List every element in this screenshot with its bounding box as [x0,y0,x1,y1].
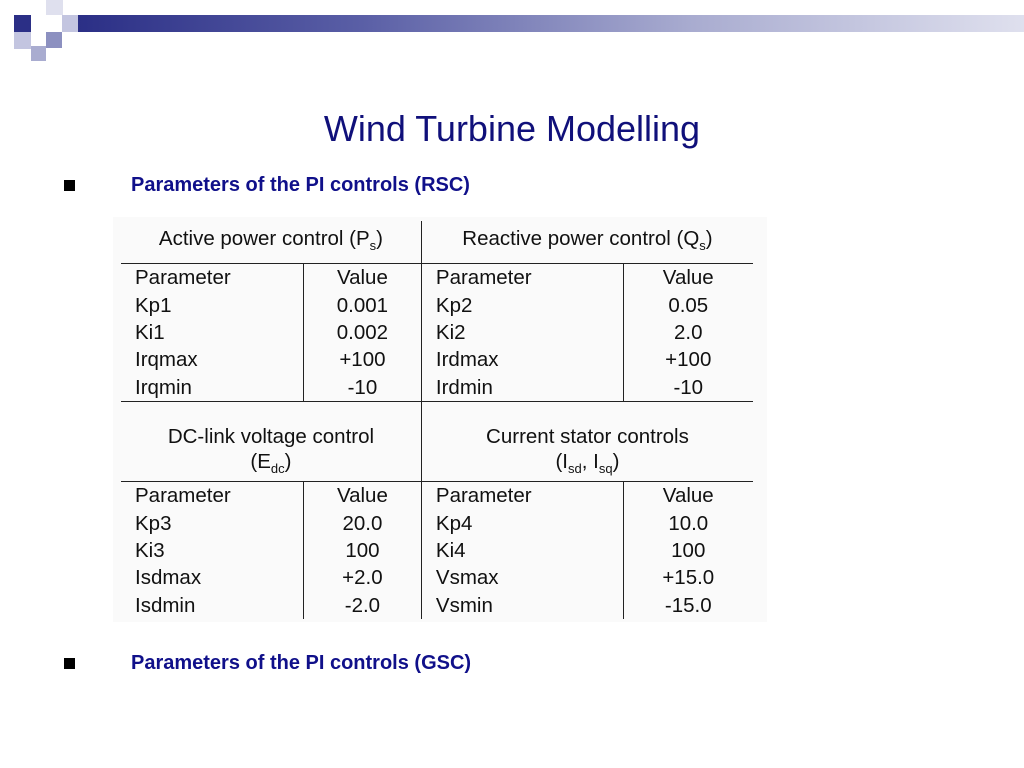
table-cell: Kp2 [421,291,623,318]
table-cell: Kp4 [421,509,623,536]
parameters-table-image [113,217,767,622]
table-cell: 0.002 [303,319,421,346]
bullet-rsc [64,174,470,197]
decor-square [14,32,31,49]
table-cell: Vsmin [421,592,623,619]
table-cell: +15.0 [623,564,753,591]
table-row [121,319,753,346]
table-cell: 0.001 [303,291,421,318]
table-cell: Vsmax [421,564,623,591]
table-cell: -2.0 [303,592,421,619]
table-cell: 0.05 [623,291,753,318]
table-cell: 100 [303,537,421,564]
column-header: Value [623,482,753,510]
column-header: Value [303,482,421,510]
bullet-text: Parameters of the PI controls (GSC) [131,652,472,674]
table-cell: +100 [303,346,421,373]
table-row [121,564,753,591]
table-header-row [121,221,753,264]
square-bullet-icon [64,180,75,191]
table-cell: -10 [303,374,421,402]
square-bullet-icon [64,658,75,669]
table-row [121,374,753,402]
table-cell: Ki2 [421,319,623,346]
table-cell: Isdmax [135,566,202,590]
column-header: Value [623,264,753,292]
table-cell: Kp1 [135,293,172,317]
table-cell: Ki4 [421,537,623,564]
table-cell: 10.0 [623,509,753,536]
column-header: Parameter [421,264,623,292]
decor-square [31,46,46,61]
decor-square [62,15,79,32]
table-cell: 2.0 [623,319,753,346]
table-cell: Kp3 [135,511,172,535]
table-cell: 20.0 [303,509,421,536]
table-cell: Ki1 [135,320,165,344]
table-row [121,264,753,292]
decor-square [46,0,63,15]
column-header: Value [303,264,421,292]
table-cell: Irdmin [421,374,623,402]
table-row [121,537,753,564]
column-header: Parameter [421,482,623,510]
table-cell: Irqmin [135,375,192,399]
table-cell: Irqmax [135,348,198,372]
table-cell: Isdmin [135,593,196,617]
parameters-table [121,221,753,619]
bullet-text: Parameters of the PI controls (RSC) [131,174,470,196]
column-header: Parameter [121,482,303,510]
table-cell: +2.0 [303,564,421,591]
table-cell: +100 [623,346,753,373]
reactive-power-header: Reactive power control $(Q_s)$ [421,221,753,264]
table-cell: 100 [623,537,753,564]
slide-title: Wind Turbine Modelling [323,108,701,149]
title-stripe [78,15,1024,32]
table-header-row [121,401,753,481]
table-cell: Ki3 [135,539,165,563]
table-row [121,482,753,510]
bullet-gsc [64,652,471,675]
table-row [121,346,753,373]
table-cell: -10 [623,374,753,402]
dc-link-header: DC-link voltage control $(E_{dc})$ [121,401,421,481]
table-row [121,509,753,536]
stator-controls-header: Current stator controls ($I_{sd}$, $I_{sq}$) [421,401,753,481]
table-row [121,592,753,619]
table-cell: -15.0 [623,592,753,619]
table-cell: Irdmax [421,346,623,373]
decor-square [46,32,62,48]
table-row [121,291,753,318]
decor-square [14,15,31,32]
active-power-header: Active power control $(P_s)$ [158,226,383,254]
column-header: Parameter [121,264,303,292]
